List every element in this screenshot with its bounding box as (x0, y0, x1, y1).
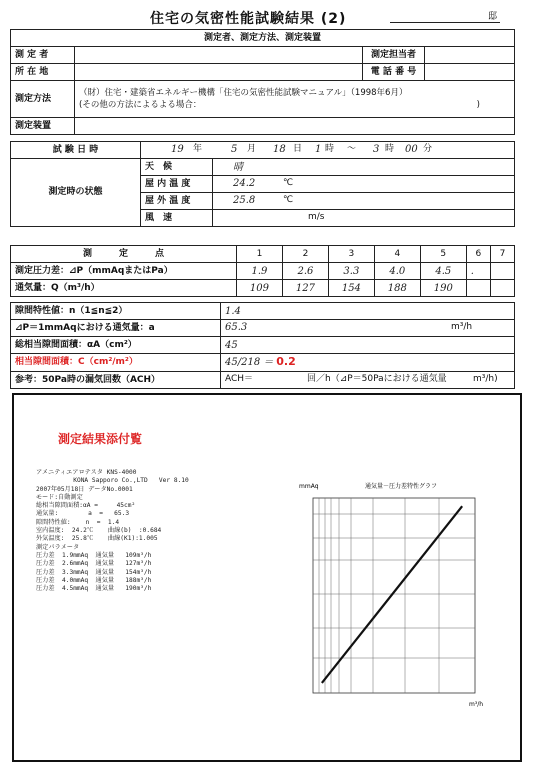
chart-title: 通気量－圧力差特性グラフ (364, 483, 438, 490)
printout-line: アメニティエアロテスタ KNS-4000 (36, 469, 137, 476)
wind-cell (213, 210, 515, 227)
flow-label: 通気量：Q（m³/h） (11, 280, 237, 297)
time-to-unit: 時 (385, 144, 395, 154)
pressure-value: 2.6 (282, 263, 328, 280)
a-unit: m³/h (451, 322, 473, 332)
pressure-value: 3.3 (328, 263, 374, 280)
time-from: 1 (315, 144, 322, 155)
indoor-temp-cell (213, 176, 515, 193)
printout-line: 通気量: a = 65.3 (36, 510, 130, 518)
time-min-unit: 分 (423, 144, 433, 154)
measurer-label: 測 定 者 (11, 47, 75, 64)
person-in-charge-field[interactable] (425, 47, 515, 64)
device-label: 測定装置 (11, 118, 75, 135)
pressure-label: 測定圧力差：⊿P（mmAqまたはPa） (11, 263, 237, 280)
ach-label: 参考：50Pa時の漏気回数（ACH） (11, 372, 221, 389)
measurer-field[interactable] (75, 47, 363, 64)
indoor-temp-unit: ℃ (283, 178, 294, 188)
weather-value: 晴 (213, 159, 515, 176)
indoor-temp-value: 24.2 (233, 178, 256, 189)
method-line-2: (その他の方法によるよる場合： (79, 100, 202, 110)
c-label: 相当隙間面積：C（cm²/m²） (11, 354, 221, 372)
method-line-2-end: ) (476, 100, 480, 110)
date-month: 5 (231, 144, 238, 155)
point-header: 3 (328, 246, 374, 263)
outdoor-temp-unit: ℃ (283, 195, 294, 205)
flow-value (466, 280, 490, 297)
phone-field[interactable] (425, 64, 515, 81)
printout-line: 圧力差 4.5mmAq 通気量 190m³/h (36, 585, 152, 593)
point-header: 6 (466, 246, 490, 263)
point-header: 4 (374, 246, 420, 263)
address-label: 所 在 地 (11, 64, 75, 81)
point-header: 2 (282, 246, 328, 263)
printout-line: モード:自動測定 (36, 493, 83, 501)
pressure-value: 4.0 (374, 263, 420, 280)
weather-label: 天 候 (141, 159, 213, 176)
time-tilde: 〜 (347, 144, 357, 154)
printout-line: 2007年05月18日 データNo.0001 (36, 485, 133, 493)
time-from-unit: 時 (325, 144, 335, 154)
tester-printout (36, 469, 274, 593)
airflow-pressure-chart (297, 468, 484, 708)
pressure-value: 1.9 (237, 263, 283, 280)
method-label: 測定方法 (11, 81, 75, 118)
flow-value: 127 (282, 280, 328, 297)
phone-label: 電 話 番 号 (363, 64, 425, 81)
a-value: 65.3 (225, 322, 248, 333)
outdoor-temp-value: 25.8 (233, 195, 256, 206)
address-field[interactable] (75, 64, 363, 81)
date-day: 18 (273, 144, 286, 155)
date-day-unit: 日 (293, 144, 303, 154)
date-month-unit: 月 (247, 144, 257, 154)
chart-svg (297, 468, 484, 708)
indoor-temp-label: 屋 内 温 度 (141, 176, 213, 193)
point-header: 7 (490, 246, 514, 263)
pressure-value: 4.5 (420, 263, 466, 280)
flow-value (490, 280, 514, 297)
wind-unit: m/s (308, 212, 325, 222)
a-cell (221, 320, 515, 337)
pressure-value (490, 263, 514, 280)
section-conditions-table (10, 141, 515, 227)
section-measurer-table (10, 29, 515, 135)
section-results-table (10, 302, 515, 389)
chart-x-axis-label: m³/h (469, 701, 484, 708)
flow-value: 109 (237, 280, 283, 297)
printout-line: 圧力差 3.3mmAq 通気量 154m³/h (36, 568, 152, 576)
date-label: 試 験 日 時 (11, 142, 141, 159)
time-to: 3 (373, 144, 380, 155)
flow-value: 154 (328, 280, 374, 297)
outdoor-temp-cell (213, 193, 515, 210)
owner-name-line (390, 22, 500, 23)
n-value: 1.4 (221, 303, 515, 320)
chart-series-line (322, 506, 462, 683)
corner-mark: 邸 (488, 12, 498, 22)
chart-y-axis-label: mmAq (299, 483, 319, 490)
wind-label: 風 速 (141, 210, 213, 227)
point-label: 測 定 点 (11, 246, 237, 263)
printout-line: 測定パラメータ (36, 543, 80, 551)
printout-line: 圧力差 1.9mmAq 通気量 109m³/h (36, 551, 152, 559)
printout-line: 総相当隙間面積:αA = 45cm² (36, 502, 136, 510)
date-year-unit: 年 (193, 144, 203, 154)
method-line-1: （財）住宅・建築省エネルギー機構「住宅の気密性能試験マニュアル」（1998年6月） (79, 88, 408, 98)
state-label: 測定時の状態 (11, 159, 141, 227)
method-line-2-row (79, 99, 510, 111)
ach-unit: m³/h) (473, 374, 498, 384)
alphaA-value: 45 (221, 337, 515, 354)
method-cell (75, 81, 515, 118)
device-field[interactable] (75, 118, 515, 135)
ach-text: 回／h（⊿P＝50Paにおける通気量 (307, 374, 447, 384)
printout-line: 外気温度: 25.8℃ 曲線(K1):1.005 (36, 535, 158, 543)
flow-value: 188 (374, 280, 420, 297)
a-label: ⊿P＝1mmAqにおける通気量：a (11, 320, 221, 337)
section-measurement-points-table (10, 245, 515, 297)
pressure-extra-mark: . (466, 263, 490, 280)
c-result: 0.2 (276, 355, 296, 368)
page-title: 住宅の気密性能試験結果 (2) (150, 11, 347, 27)
date-cell (141, 142, 515, 159)
n-label: 隙間特性値：n（1≦n≦2） (11, 303, 221, 320)
ach-prefix: ACH＝ (225, 374, 254, 384)
c-cell (221, 354, 515, 372)
point-header: 1 (237, 246, 283, 263)
printout-line: 隙間特性値: n = 1.4 (36, 518, 120, 526)
printout-line: 圧力差 2.6mmAq 通気量 127m³/h (36, 560, 152, 568)
printout-line: 室内温度: 24.2℃ 曲線(b) :0.684 (36, 527, 162, 535)
time-min: 00 (405, 144, 418, 155)
alphaA-label: 総相当隙間面積：αA（cm²） (11, 337, 221, 354)
ach-cell (221, 372, 515, 389)
date-year: 19 (171, 144, 184, 155)
printout-line: 圧力差 4.0mmAq 通気量 188m³/h (36, 576, 152, 584)
flow-value: 190 (420, 280, 466, 297)
c-value: 45/218 ＝ (225, 357, 274, 368)
person-in-charge-label: 測定担当者 (363, 47, 425, 64)
printout-line: KONA Sapporo Co.,LTD Ver 8.10 (36, 477, 189, 485)
attachment-title: 測定結果添付覧 (58, 432, 143, 446)
point-header: 5 (420, 246, 466, 263)
outdoor-temp-label: 屋 外 温 度 (141, 193, 213, 210)
section1-heading: 測定者、測定方法、測定装置 (11, 30, 515, 47)
